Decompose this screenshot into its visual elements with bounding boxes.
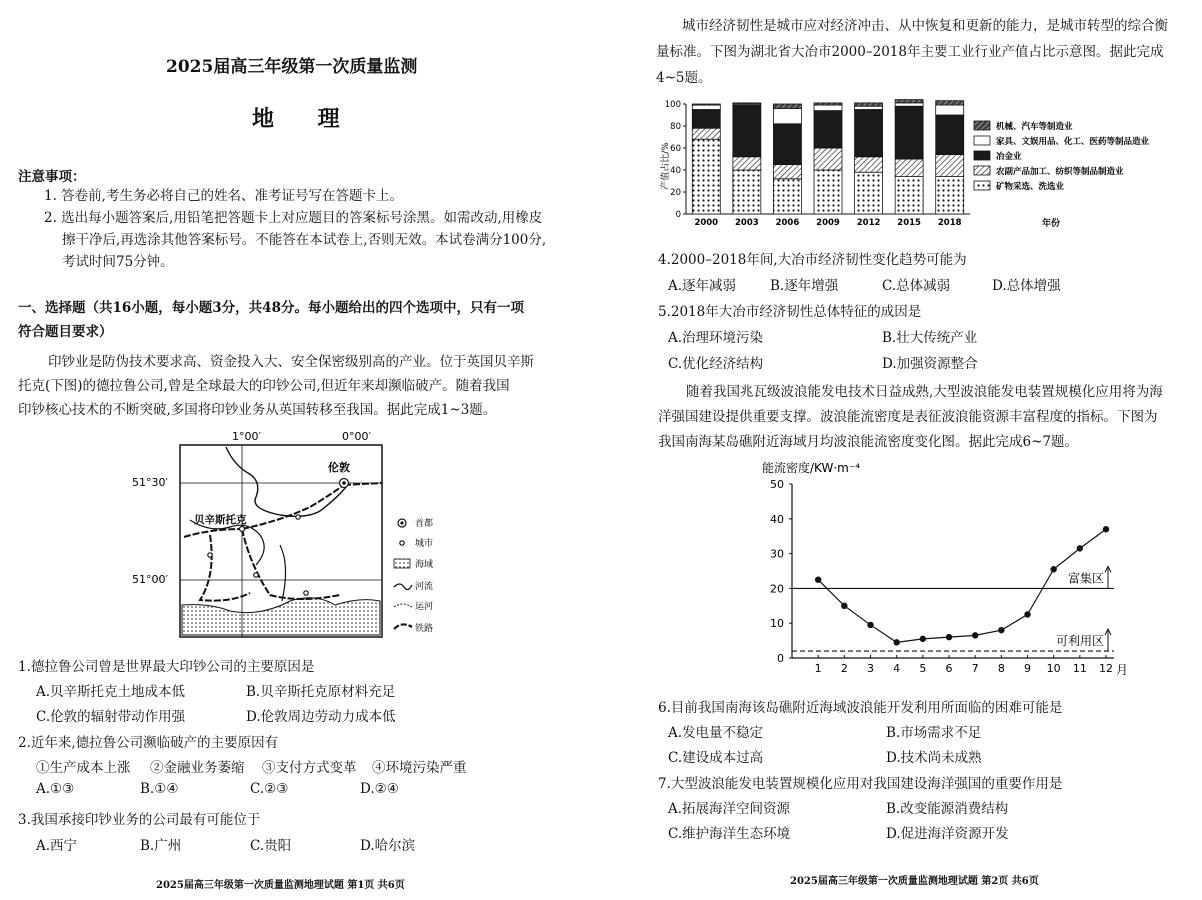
q1-option-d[interactable]: D.伦敦周边劳动力成本低	[246, 709, 396, 725]
bar-x-tick-label: 2000	[694, 218, 719, 228]
q7-option-a[interactable]: A.拓展海洋空间资源	[668, 801, 791, 817]
q6-option-d[interactable]: D.技术尚未成熟	[886, 750, 982, 766]
lat-label: 51°30′	[132, 476, 168, 489]
bar-x-tick-label: 2018	[937, 218, 962, 228]
q4-option-c[interactable]: C.总体减弱	[882, 278, 951, 294]
passage-line: 托克(下图)的德拉鲁公司,曾是全球最大的印钞公司,但近年来却濒临破产。随着我国	[18, 378, 510, 394]
bar-segment	[692, 110, 720, 129]
bar-segment	[936, 115, 964, 155]
data-point	[815, 577, 821, 583]
notice-line: 2. 选出每小题答案后,用铅笔把答题卡上对应题目的答案标号涂黑。如需改动,用橡皮	[44, 210, 543, 226]
bar-segment	[814, 170, 842, 214]
page-2	[600, 0, 1202, 900]
q4-option-d[interactable]: D.总体增强	[992, 278, 1061, 294]
legend-river: 河流	[415, 582, 434, 592]
city-marker	[296, 515, 300, 519]
question-5-stem: 5.2018年大冶市经济韧性总体特征的成因是	[658, 304, 922, 320]
bar-y-tick-label: 80	[670, 122, 681, 132]
line-x-tick-label: 2	[840, 662, 848, 675]
bar-segment	[855, 172, 883, 214]
q7-option-b[interactable]: B.改变能源消费结构	[886, 801, 1009, 817]
bar-y-tick-label: 60	[670, 144, 681, 154]
industry-share-chart	[656, 98, 1202, 236]
bar-segment	[773, 165, 801, 179]
bar-segment	[895, 103, 923, 106]
data-point	[1050, 566, 1056, 572]
q2-item: ④环境污染严重	[372, 760, 467, 776]
intro-line: 城市经济韧性是城市应对经济冲击、从中恢复和更新的能力，是城市转型的综合衡	[682, 18, 1168, 34]
basingstoke-map	[130, 425, 450, 645]
line-x-tick-label: 1	[814, 662, 822, 675]
q4-option-a[interactable]: A.逐年减弱	[668, 278, 737, 294]
question-6-stem: 6.目前我国南海该岛礁附近海域波浪能开发利用所面临的困难可能是	[658, 700, 1063, 716]
q1-option-c[interactable]: C.伦敦的辐射带动作用强	[36, 709, 186, 725]
city-basingstoke-label: 贝辛斯托克	[194, 514, 247, 526]
q5-option-b[interactable]: B.壮大传统产业	[882, 330, 978, 346]
bar-chart-ylabel: 产值占比/%	[661, 142, 671, 190]
q2-option-d[interactable]: D.②④	[360, 781, 399, 797]
section-heading: 一、选择题（共16小题，每小题3分，共48分。每小题给出的四个选项中，只有一项	[18, 300, 524, 316]
notice-line: 擦干净后,再选涂其他答案标号。不能答在本试卷上,否则无效。本试卷满分100分,	[62, 232, 547, 248]
q1-option-a[interactable]: A.贝辛斯托克土地成本低	[36, 684, 186, 700]
bar-x-tick-label: 2015	[897, 218, 921, 228]
bar-segment	[814, 105, 842, 111]
q1-option-b[interactable]: B.贝辛斯托克原材料充足	[246, 684, 396, 700]
data-point	[1103, 526, 1109, 532]
q7-option-c[interactable]: C.维护海洋生态环境	[668, 826, 791, 842]
bar-segment	[936, 101, 964, 105]
q7-option-d[interactable]: D.促进海洋资源开发	[886, 826, 1009, 842]
line-x-tick-label: 3	[867, 662, 874, 675]
bar-segment	[855, 103, 883, 106]
bar-x-tick-label: 2006	[775, 218, 800, 228]
capital-london-dot	[342, 481, 346, 485]
bar-segment	[936, 105, 964, 115]
bar-segment	[814, 148, 842, 170]
bar-segment	[814, 111, 842, 148]
bar-chart-legend	[974, 121, 1150, 192]
intro-line: 4~5题。	[656, 70, 712, 86]
city-marker	[304, 591, 308, 595]
q3-option-d[interactable]: D.哈尔滨	[360, 838, 416, 854]
bar-chart-xlabels	[694, 218, 961, 228]
bar-segment	[733, 157, 761, 170]
legend-railway: 铁路	[415, 624, 434, 634]
data-point	[1024, 611, 1030, 617]
data-point	[893, 639, 899, 645]
line-y-tick-label: 10	[770, 617, 784, 631]
q6-option-c[interactable]: C.建设成本过高	[668, 750, 764, 766]
line-x-tick-label: 6	[945, 662, 953, 675]
lon-label: 1°00′	[232, 430, 261, 443]
legend-swatch	[974, 166, 990, 175]
reference-line-label: 富集区	[1067, 571, 1104, 586]
line-y-tick-label: 0	[777, 652, 784, 665]
q2-option-a[interactable]: A.①③	[36, 781, 75, 797]
q6-option-a[interactable]: A.发电量不稳定	[668, 725, 764, 741]
bar-segment	[733, 103, 761, 104]
q2-item: ③支付方式变革	[262, 760, 357, 776]
bar-y-tick-label: 40	[670, 166, 681, 176]
bar-x-tick-label: 2003	[735, 218, 759, 228]
series-line	[818, 529, 1106, 642]
data-point	[920, 636, 926, 642]
legend-label: 冶金业	[996, 152, 1022, 162]
legend-label: 矿物采选、洗选业	[996, 182, 1065, 192]
question-1-stem: 1.德拉鲁公司曾是世界最大印钞公司的主要原因是	[18, 659, 315, 675]
passage-line: 印钞核心技术的不断突破,多国将印钞业务从英国转移至我国。据此完成1~3题。	[18, 402, 497, 418]
question-7-stem: 7.大型波浪能发电装置规模化应用对我国建设海洋强国的重要作用是	[658, 776, 1063, 792]
line-chart-xlabels	[815, 662, 1113, 675]
q2-option-b[interactable]: B.①④	[140, 781, 179, 797]
line-x-tick-label: 10	[1046, 662, 1061, 675]
notice-line: 考试时间75分钟。	[62, 254, 174, 270]
q5-option-a[interactable]: A.治理环境污染	[668, 330, 764, 346]
legend-label: 家具、文娱用品、化工、医药等制品造业	[996, 137, 1150, 147]
city-marker	[208, 553, 212, 557]
bar-segment	[773, 104, 801, 108]
bar-segment	[733, 105, 761, 157]
lon-label: 0°00′	[342, 430, 371, 443]
q5-option-c[interactable]: C.优化经济结构	[668, 356, 764, 372]
line-chart-reference-lines	[792, 566, 1114, 651]
line-x-tick-label: 11	[1072, 662, 1087, 675]
bar-segment	[733, 170, 761, 214]
page-footer: 2025届高三年级第一次质量监测地理试题 第2页 共6页	[790, 876, 1039, 887]
bar-segment	[814, 103, 842, 105]
passage2-line: 随着我国兆瓦级波浪能发电技术日益成熟,大型波浪能发电装置规模化应用将为海	[686, 384, 1163, 400]
q3-option-a[interactable]: A.西宁	[36, 838, 78, 854]
line-chart-xunit: 月	[1116, 663, 1129, 677]
wave-energy-chart	[750, 456, 1150, 678]
subject-title: 地 理	[252, 106, 358, 132]
q4-option-b[interactable]: B.逐年增强	[770, 278, 839, 294]
data-point	[946, 634, 952, 640]
q2-option-c[interactable]: C.②③	[250, 781, 289, 797]
line-y-tick-label: 30	[770, 547, 784, 561]
q2-item: ②金融业务萎缩	[150, 760, 245, 776]
legend-city: 城市	[415, 539, 434, 549]
city-marker	[254, 573, 258, 577]
legend-swatch	[974, 121, 990, 130]
bar-segment	[936, 155, 964, 177]
data-point	[972, 632, 978, 638]
reference-line-label: 可利用区	[1055, 634, 1104, 649]
passage2-line: 洋强国建设提供重要支撑。波浪能流密度是表征波浪能资源丰富程度的指标。下图为	[658, 409, 1158, 425]
question-3-stem: 3.我国承接印钞业务的公司最有可能位于	[18, 812, 261, 828]
city-basingstoke-marker	[240, 527, 245, 532]
bar-segment	[692, 105, 720, 109]
bar-segment	[855, 106, 883, 109]
q6-option-b[interactable]: B.市场需求不足	[886, 725, 982, 741]
bar-y-tick-label: 20	[670, 188, 681, 198]
legend-swatch	[974, 181, 990, 190]
page-footer: 2025届高三年级第一次质量监测地理试题 第1页 共6页	[156, 880, 405, 891]
bar-chart-xunit: 年份	[1042, 219, 1061, 229]
question-4-stem: 4.2000–2018年间,大冶市经济韧性变化趋势可能为	[658, 252, 967, 268]
line-x-tick-label: 5	[919, 662, 927, 675]
bar-segment	[895, 177, 923, 214]
bar-segment	[773, 179, 801, 214]
bar-segment	[855, 110, 883, 157]
notice-line: 1. 答卷前,考生务必将自己的姓名、准考证号写在答题卡上。	[44, 188, 403, 204]
bar-x-tick-label: 2009	[816, 218, 840, 228]
city-london-label: 伦敦	[328, 461, 350, 474]
bar-segment	[855, 157, 883, 172]
passage2-line: 我国南海某岛礁附近海域月均波浪能流密度变化图。据此完成6~7题。	[658, 434, 1078, 450]
bar-segment	[895, 100, 923, 103]
bar-x-tick-label: 2012	[856, 218, 881, 228]
bar-segment	[895, 159, 923, 177]
data-point	[867, 622, 873, 628]
line-x-tick-label: 8	[997, 662, 1005, 675]
notice-heading: 注意事项：	[18, 169, 86, 185]
line-x-tick-label: 12	[1099, 662, 1113, 675]
bar-segment	[936, 177, 964, 214]
line-x-tick-label: 9	[1024, 662, 1031, 675]
legend-swatch	[974, 151, 990, 160]
q2-item: ①生产成本上涨	[36, 760, 131, 776]
bar-segment	[692, 128, 720, 139]
bar-y-tick-label: 100	[664, 100, 681, 110]
line-chart-ylabel: 能流密度/KW·m⁻⁴	[762, 461, 860, 475]
legend-label: 机械、汽车等制造业	[996, 122, 1073, 132]
page-1	[0, 0, 600, 900]
line-x-tick-label: 4	[893, 662, 901, 675]
legend-sea: 海域	[415, 560, 434, 570]
bar-chart-bars	[692, 100, 963, 214]
map-legend	[394, 517, 433, 634]
data-point	[841, 603, 847, 609]
line-y-tick-label: 20	[770, 582, 784, 596]
legend-capital: 首都	[415, 519, 434, 529]
passage-line: 印钞业是防伪技术要求高、资金投入大、安全保密级别高的产业。位于英国贝辛斯	[48, 354, 534, 370]
legend-swatch	[974, 136, 990, 145]
q3-option-c[interactable]: C.贵阳	[250, 838, 292, 854]
bar-segment	[773, 108, 801, 123]
question-2-stem: 2.近年来,德拉鲁公司濒临破产的主要原因有	[18, 735, 279, 751]
intro-line: 量标准。下图为湖北省大冶市2000–2018年主要工业行业产值占比示意图。据此完成	[656, 44, 1164, 60]
data-point	[1077, 545, 1083, 551]
section-heading: 符合题目要求）	[18, 324, 113, 340]
q5-option-d[interactable]: D.加强资源整合	[882, 356, 978, 372]
line-y-tick-label: 40	[770, 512, 784, 526]
line-y-tick-label: 50	[770, 478, 784, 491]
lat-label: 51°00′	[132, 573, 168, 586]
bar-segment	[773, 124, 801, 165]
bar-segment	[692, 139, 720, 214]
legend-canal: 运河	[415, 602, 434, 612]
line-chart-series	[815, 526, 1109, 649]
bar-segment	[692, 104, 720, 105]
data-point	[998, 627, 1004, 633]
bar-segment	[895, 106, 923, 159]
legend-label: 农副产品加工、纺织等制品制造业	[996, 167, 1124, 177]
q3-option-b[interactable]: B.广州	[140, 838, 182, 854]
exam-title: 2025届高三年级第一次质量监测	[166, 57, 418, 77]
line-x-tick-label: 7	[971, 662, 979, 675]
bar-y-tick-label: 0	[675, 210, 681, 220]
